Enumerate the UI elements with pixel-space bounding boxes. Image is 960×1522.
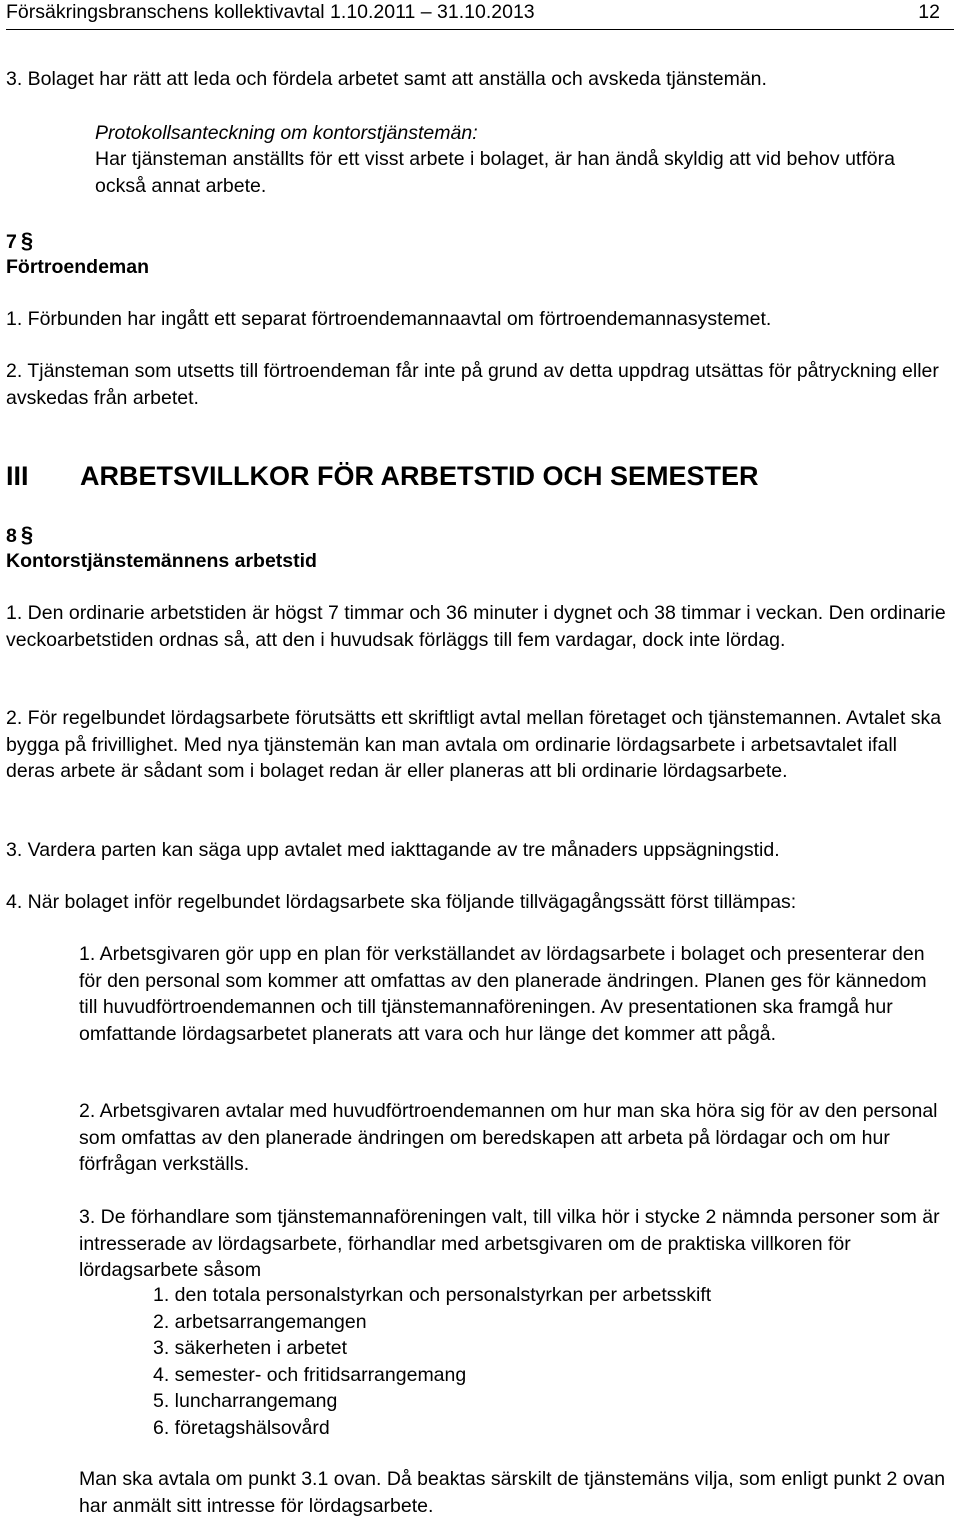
section8-item3: 3. Vardera parten kan säga upp avtalet med iakttagande av tre månaders uppsägningstid.	[6, 839, 780, 861]
chapter-title: ARBETSVILLKOR FÖR ARBETSTID OCH SEMESTER	[80, 461, 759, 491]
section8-title: Kontorstjänstemännens arbetstid	[6, 550, 317, 572]
section7-item1: 1. Förbunden har ingått ett separat förtroendemannaavtal om förtroendemannasystemet.	[6, 308, 772, 330]
header-divider	[6, 29, 954, 30]
protocol-note-title: Protokollsanteckning om kontorstjänstemän:	[95, 122, 478, 144]
page-number: 12	[918, 1, 940, 23]
list-item: 6. företagshälsovård	[153, 1416, 330, 1439]
protocol-note-body: Har tjänsteman anställts för ett visst arbete i bolaget, är han ändå skyldig att vid behov utföra också annat arbete.	[95, 148, 895, 197]
section-symbol: §	[20, 228, 34, 253]
section8-item1: 1. Den ordinarie arbetstiden är högst 7 timmar och 36 minuter i dygnet och 38 timmar i veckan. Den ordinarie veckoarbetstiden ordnas så, att den i huvudsak förläggs till fem vardagar, dock inte lördag.	[6, 602, 946, 651]
conditions-list	[153, 1282, 711, 1441]
page-header	[6, 0, 940, 25]
section8-number: 8	[6, 525, 17, 547]
section7-title: Förtroendeman	[6, 256, 150, 278]
section8-heading	[6, 522, 33, 550]
closing-paragraph: Man ska avtala om punkt 3.1 ovan. Då beaktas särskilt de tjänstemäns vilja, som enligt punkt 2 ovan har anmält sitt intresse för lördagsarbete.	[79, 1468, 946, 1517]
section8-item2: 2. För regelbundet lördagsarbete förutsätts ett skriftligt avtal mellan företaget och tjänstemannen. Avtalet ska bygga på frivillighet. Med nya tjänstemän kan man avtala om ordinarie lördagsarbete i arbetsavtalet ifall deras arbete är sådant som i bolaget redan är eller planeras att bli ordinarie lördagsarbete.	[6, 707, 942, 782]
list-item: 2. arbetsarrangemangen	[153, 1310, 367, 1333]
chapter-number: III	[6, 461, 29, 491]
list-item: 3. säkerheten i arbetet	[153, 1337, 348, 1359]
section-symbol: §	[20, 522, 34, 547]
section7-number: 7	[6, 231, 17, 253]
section8-item4: 4. När bolaget inför regelbundet lördagsarbete ska följande tillvägagångssätt först tillämpas:	[6, 891, 797, 913]
procedure-step-3: 3. De förhandlare som tjänstemannaföreningen valt, till vilka hör i stycke 2 nämnda personer som är intresserade av lördagsarbete, förhandlar med arbetsgivaren om de praktiska villkoren för lördagsarbete såsom	[79, 1206, 940, 1281]
section7-item2: 2. Tjänsteman som utsetts till förtroendeman får inte på grund av detta uppdrag utsättas för påtryckning eller avskedas från arbetet.	[6, 360, 939, 409]
section6-item3: 3. Bolaget har rätt att leda och fördela arbetet samt att anställa och avskeda tjänstemän.	[6, 68, 767, 90]
document-title: Försäkringsbranschens kollektivavtal 1.10.2011 – 31.10.2013	[6, 1, 535, 23]
procedure-step-2: 2. Arbetsgivaren avtalar med huvudförtroendemannen om hur man ska höra sig för av den personal som omfattas av den planerade ändringen om beredskapen att arbeta på lördagar och om hur förfrågan verkställs.	[79, 1100, 938, 1175]
list-item: 1. den totala personalstyrkan och personalstyrkan per arbetsskift	[153, 1284, 712, 1306]
procedure-step-1: 1. Arbetsgivaren gör upp en plan för verkställandet av lördagsarbete i bolaget och presenterar den för den personal som kommer att omfattas av den planerade ändringen. Planen ges för kännedom till huvudförtroendemannen och till tjänstemannaföreningen. Av presentationen ska framgå hur omfattande lördagsarbetet planerats att vara och hur länge det kommer att pågå.	[79, 943, 927, 1045]
section7-heading	[6, 228, 33, 256]
list-item: 4. semester- och fritidsarrangemang	[153, 1363, 467, 1386]
list-item: 5. luncharrangemang	[153, 1390, 338, 1412]
